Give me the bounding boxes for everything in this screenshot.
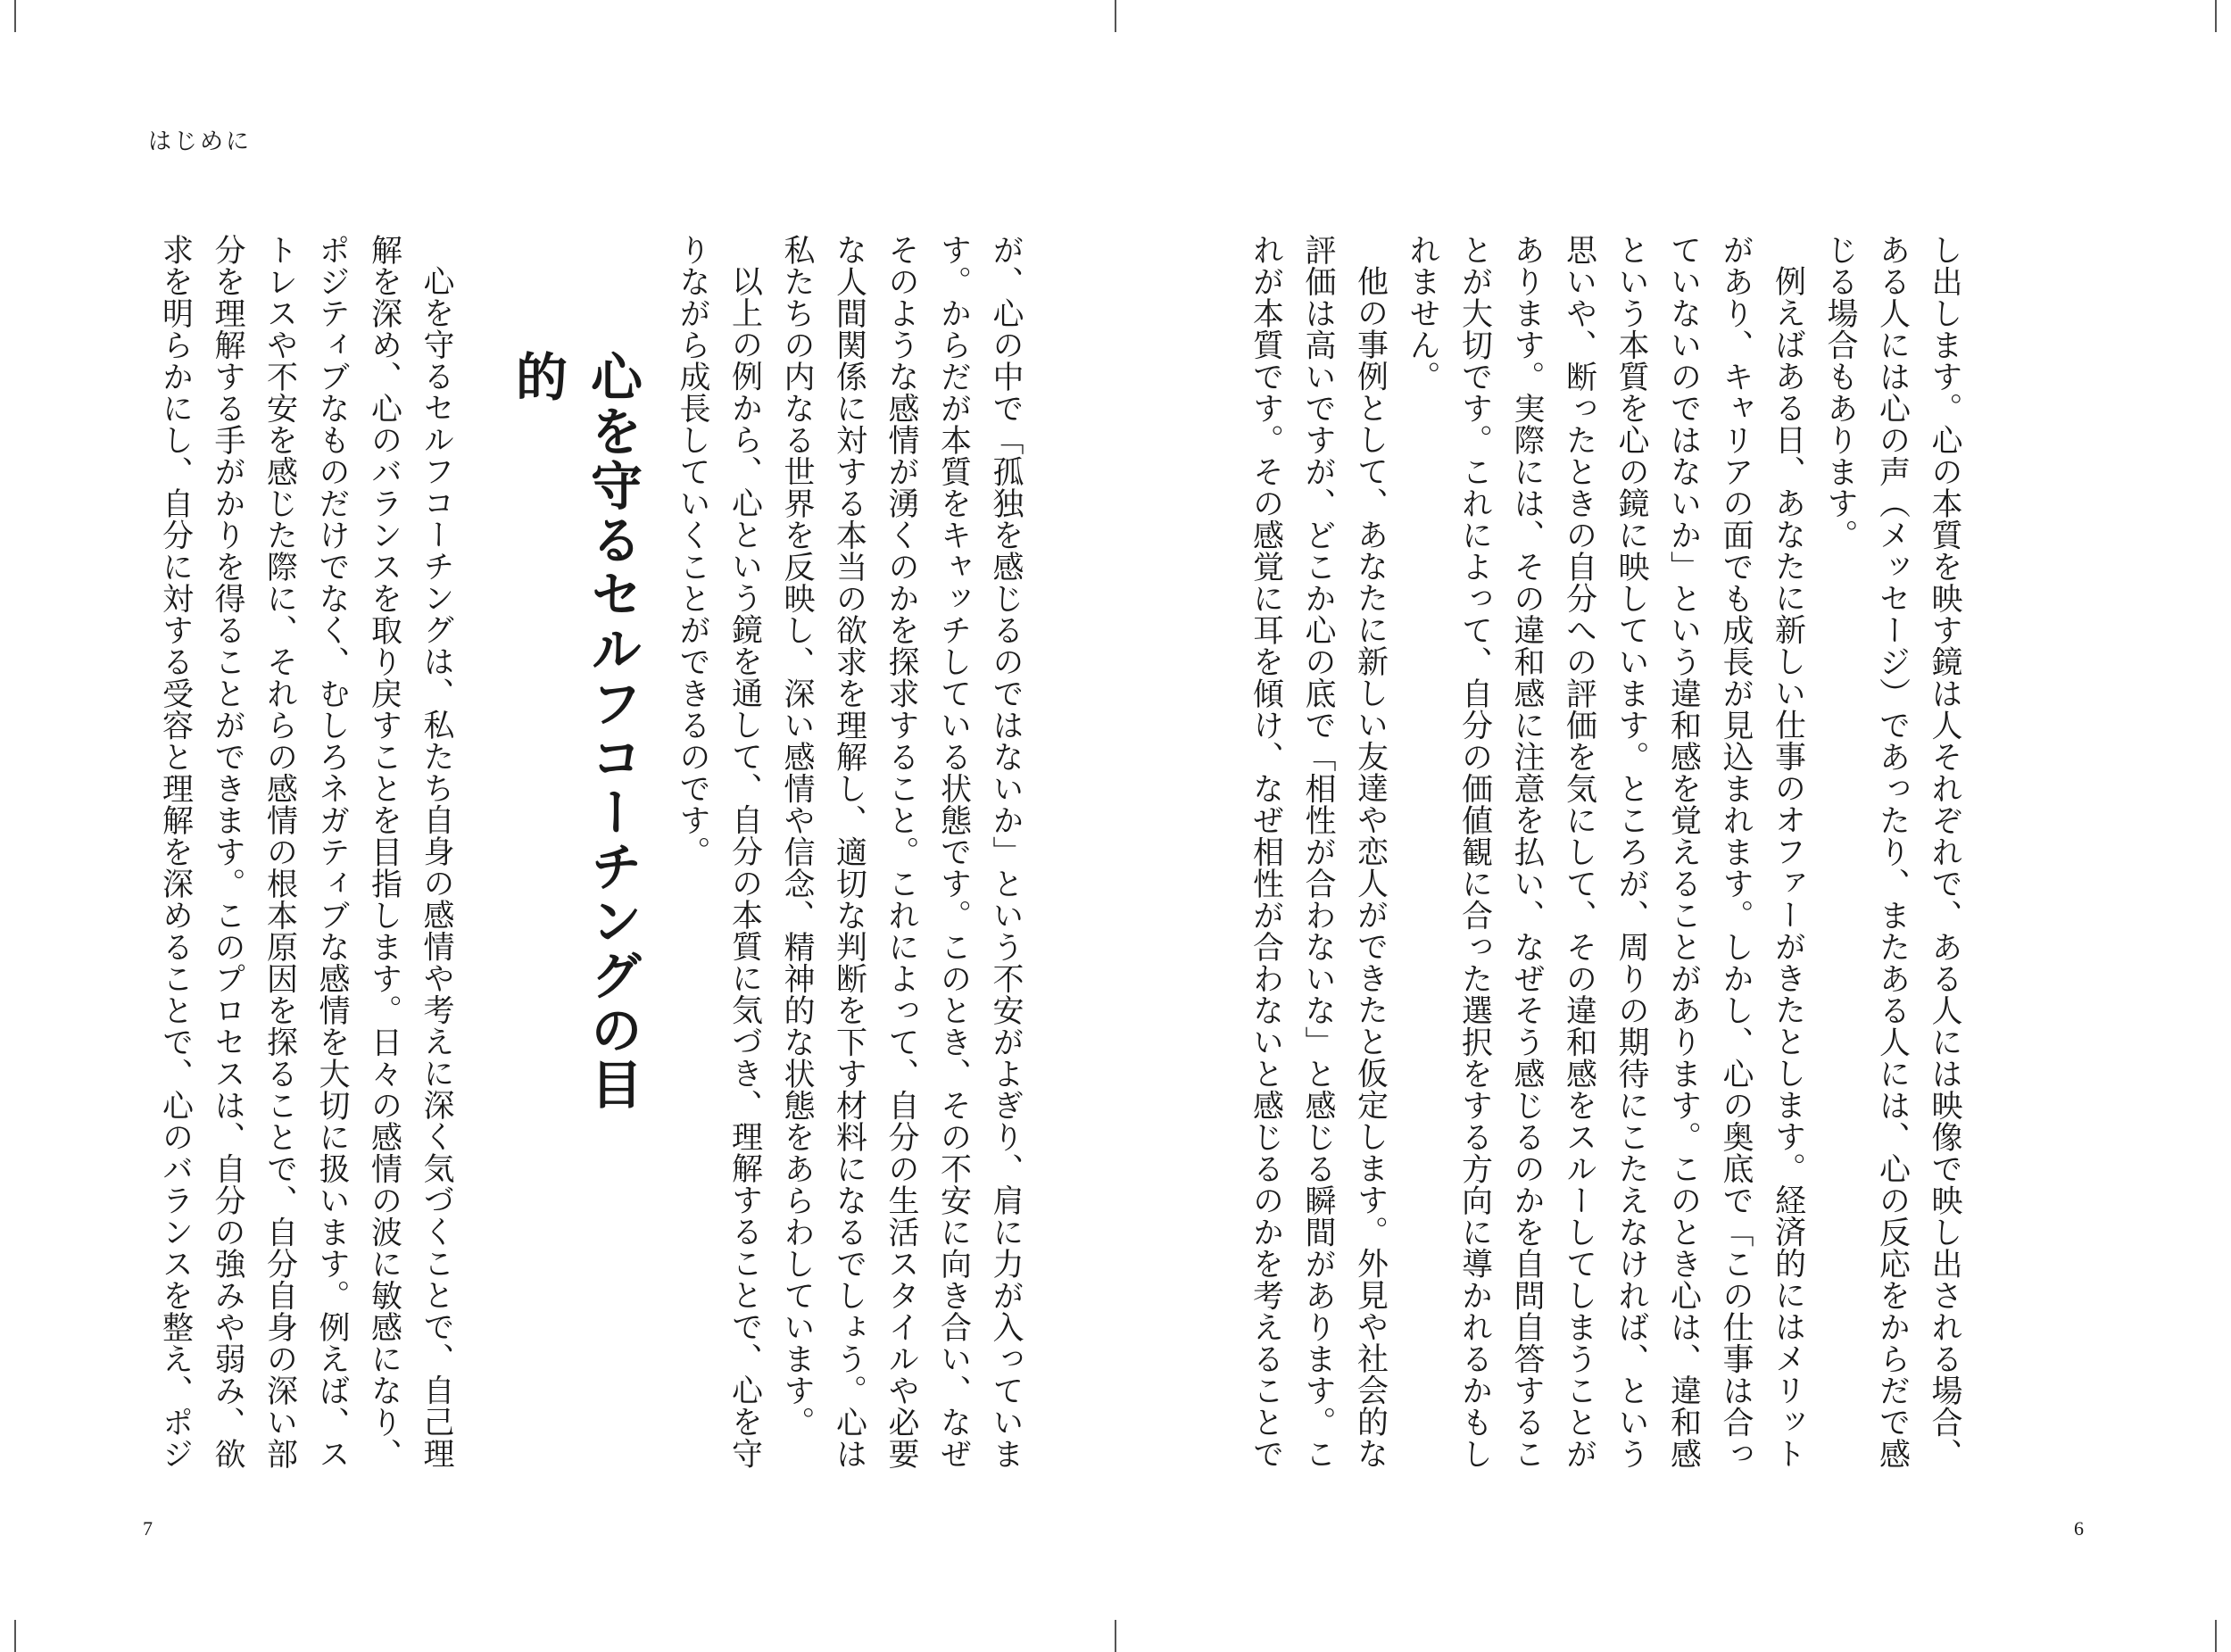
page-number-left: 7 [143,1517,153,1540]
right-page-body [1239,234,1970,1483]
paragraph: 他の事例として、あなたに新しい友達や恋人ができたと仮定します。外見や社会的な評価は高いですが、どこか心の底で「相性が合わないな」と感じる瞬間があります。これが本質です。その感覚に耳を傾け、なぜ相性が合わないと感じるのかを考えることで [1248,234,1389,1470]
left-page-body-bottom [150,234,462,1483]
page-number-right: 6 [2074,1517,2084,1540]
paragraph: 以上の例から、心という鏡を通して、自分の本質に気づき、理解することで、心を守りながら成長していくことができるのです。 [675,234,763,1469]
paragraph: 例えばある日、あなたに新しい仕事のオファーがきたとします。経済的にはメリットがあり、キャリアの面でも成長が見込まれます。しかし、心の奥底で「この仕事は合っていないのではないか」という違和感を覚えることがあります。このとき心は、違和感という本質を心の鏡に映しています。ところが、周りの期待にこたえなければ、という思いや、断ったときの自分への評価を気にして、その違和感をスルーしてしまうことがあります。実際には、その違和感に注意を払い、なぜそう感じるのかを自問自答することが大切です。これによって、自分の価値観に合った選択をする方向に導かれるかもしれません。 [1405,234,1806,1470]
running-head: はじめに [148,129,253,155]
section-heading: 心を守るセルフコーチングの目的 [507,350,643,1112]
paragraph: が、心の中で「孤独を感じるのではないか」という不安がよぎり、肩に力が入っています。からだが本質をキャッチしている状態です。このとき、その不安に向き合い、なぜそのような感情が湧くのかを探求すること。これによって、自分の生活スタイルや必要な人間関係に対する本当の欲求を理解し、適切な判断を下す材料になるでしょう。心は私たちの内なる世界を反映し、深い感情や信念、精神的な状態をあらわしています。 [779,234,1024,1470]
crop-mark-bottom-center [1115,1620,1116,1652]
paragraph: 心を守るセルフコーチングは、私たち自身の感情や考えに深く気づくことで、自己理解を深め、心のバランスを取り戻すことを目指します。日々の感情の波に敏感になり、ポジティブなものだけでなく、むしろネガティブな感情を大切に扱います。例えば、ストレスや不安を感じた際に、それらの感情の根本原因を探ることで、自分自身の深い部分を理解する手がかりを得ることができます。このプロセスは、自分の強みや弱み、欲求を明らかにし、自分に対する受容と理解を深めることで、心のバランスを整え、ポジ [157,234,454,1470]
crop-mark-top-left [14,0,16,32]
crop-mark-top-center [1115,0,1116,32]
crop-mark-bottom-right [2215,1620,2217,1652]
left-page-body-top [603,234,1032,1483]
crop-mark-bottom-left [14,1620,16,1652]
crop-mark-top-right [2215,0,2217,32]
paragraph: し出します。心の本質を映す鏡は人それぞれで、ある人には映像で映し出される場合、ある人には心の声（メッセージ）であったり、またある人には、心の反応をからだで感じる場合もあります。 [1822,234,1962,1470]
